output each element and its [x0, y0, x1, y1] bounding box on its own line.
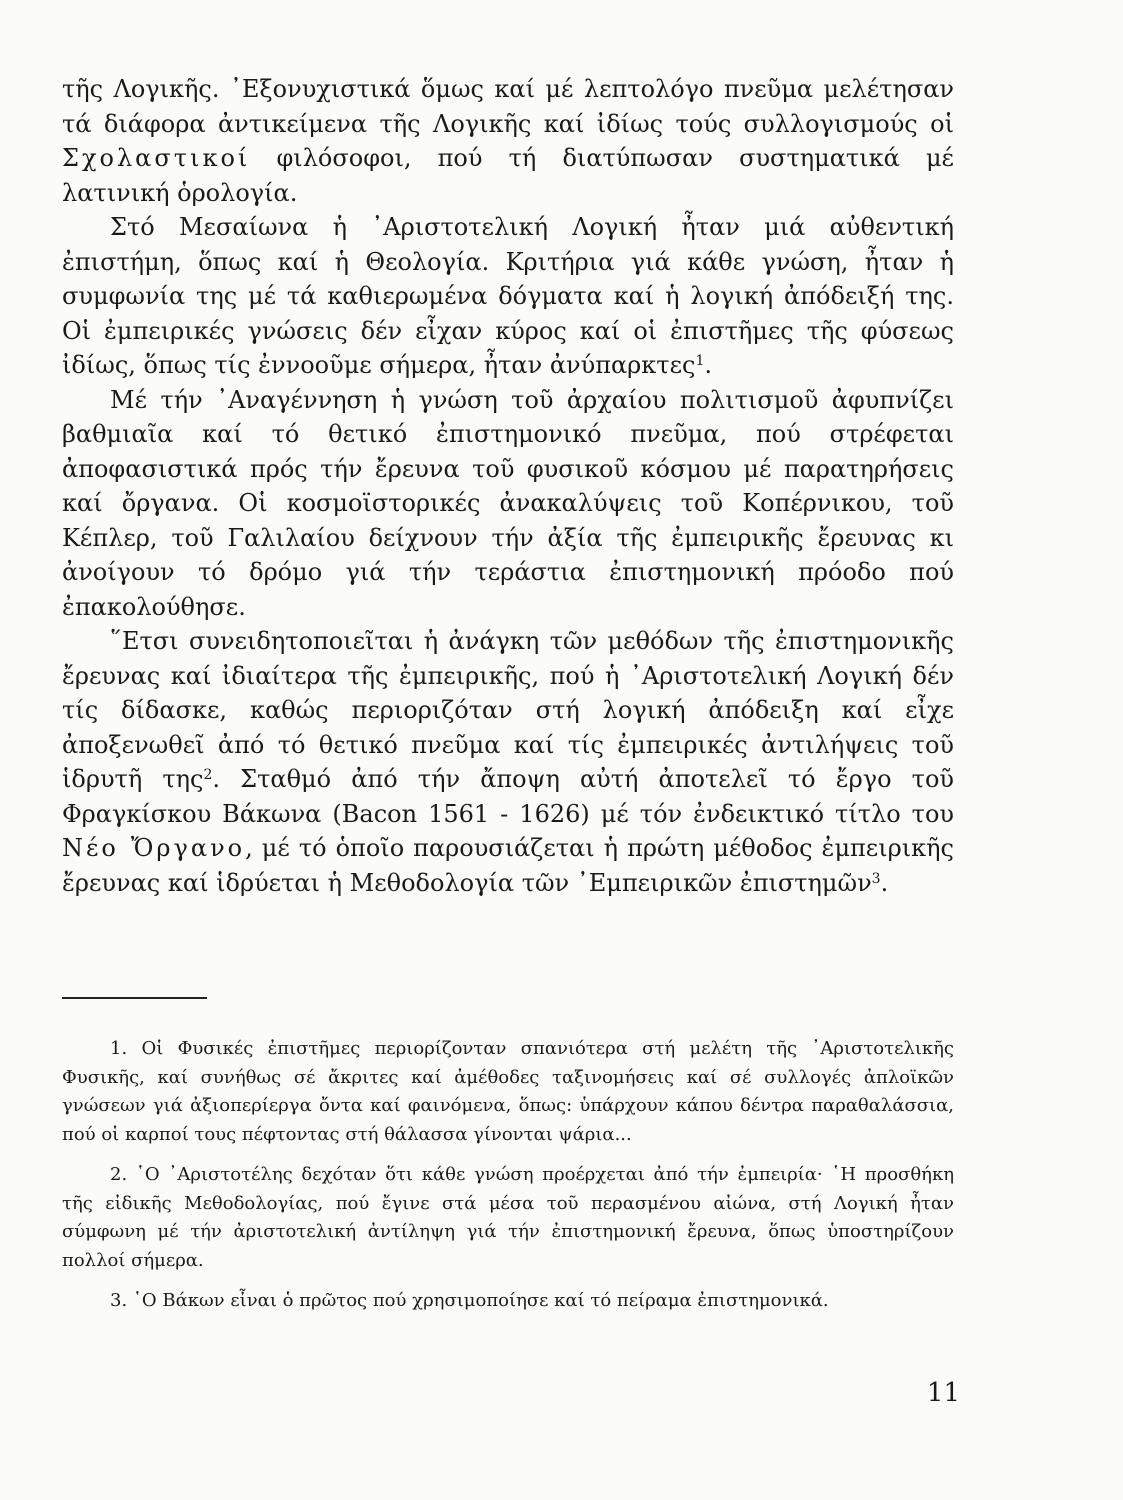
paragraph-2	[62, 210, 954, 383]
paragraph-1	[62, 72, 954, 210]
paragraph-2-end: .	[704, 351, 713, 379]
footnote-ref-2: 2	[203, 767, 213, 783]
paragraph-4-text: ῞Ετσι συνειδητοποιεῖται ἡ ἀνάγκη τῶν μεθόδων τῆς ἐπιστημονικῆς ἔρευνας καί ἰδιαίτερα τῆς ἐμπειρικῆς, πού ἡ ᾿Αριστοτελική Λογική δέν τίς δίδασκε, καθώς περιοριζόταν στή λογική ἀπόδειξη καί εἶχε ἀποξενωθεῖ ἀπό τό θετικό πνεῦμα καί τίς ἐμπειρικές ἀντιλήψεις τοῦ ἱδρυτῆ της	[62, 627, 954, 793]
footnote-2: 2. ῾Ο ᾿Αριστοτέλης δεχόταν ὅτι κάθε γνώση προέρχεται ἀπό τήν ἐμπειρία· ῾Η προσθήκη τῆς εἰδικῆς Μεθοδολογίας, πού ἔγινε στά μέσα τοῦ περασμένου αἰώνα, στή Λογική ἦταν σύμφωνη μέ τήν ἀριστοτελική ἀντίληψη γιά τήν ἐπιστημονική ἔρευνα, ὅπως ὑποστηρίζουν πολλοί σήμερα.	[62, 1164, 954, 1271]
paragraph-1-tail: φιλόσοφοι, πού τή διατύπωσαν συστηματικά μέ λατινική ὁρολογία.	[62, 144, 954, 207]
paragraph-4-tail: , μέ τό ὁποῖο παρουσιάζεται ἡ πρώτη μέθοδος ἐμπειρικῆς ἔρευνας καί ἱδρύεται ἡ Μεθοδολογία τῶν ᾿Εμπειρικῶν ἐπιστημῶν	[62, 834, 954, 897]
footnotes	[62, 1035, 954, 1328]
paragraph-4-end: .	[880, 868, 889, 897]
footnote-ref-3: 3	[871, 870, 881, 887]
emphasis-scholastic: Σχολαστικοί	[62, 144, 251, 172]
page-number: 11	[926, 1378, 960, 1408]
footnote-ref-1: 1	[695, 353, 705, 369]
paragraph-2-text: Στό Μεσαίωνα ἡ ᾿Αριστοτελική Λογική ἦταν μιά αὐθεντική ἐπιστήμη, ὅπως καί ἡ Θεολογία. Κριτήρια γιά κάθε γνώση, ἦταν ἡ συμφωνία της μέ τά καθιερωμένα δόγματα καί ἡ λογική ἀπόδειξή της. Οἱ ἐμπειρικές γνώσεις δέν εἶχαν κύρος καί οἱ ἐπιστῆμες τῆς φύσεως ἰδίως, ὅπως τίς ἐννοοῦμε σήμερα, ἦταν ἀνύπαρκτες	[62, 213, 954, 379]
footnote-1: 1. Οἱ Φυσικές ἐπιστῆμες περιορίζονταν σπανιότερα στή μελέτη τῆς ᾿Αριστοτελικῆς Φυσικῆς, καί συνήθως σέ ἄκριτες καί ἀμέθοδες ταξινομήσεις καί σέ συλλογές ἀπλοϊκῶν γνώσεων γιά ἀξιοπερίεργα ὄντα καί φαινόμενα, ὅπως: ὑπάρχουν κάπου δέντρα παραθαλάσσια, πού οἱ καρποί τους πέφτοντας στή θάλασσα γίνονται ψάρια...	[62, 1038, 954, 1145]
main-text	[62, 72, 954, 900]
paragraph-4	[62, 624, 954, 900]
footnote-divider	[62, 997, 207, 999]
paragraph-4-mid: . Σταθμό ἀπό τήν ἄποψη αὐτή ἀποτελεῖ τό ἔργο τοῦ Φραγκίσκου Βάκωνα (Bacon 1561 - 1626) μέ τόν ἐνδεικτικό τίτλο του	[62, 765, 954, 828]
emphasis-novum-organum: Νέο Ὄργανο	[62, 834, 246, 862]
paragraph-3: Μέ τήν ᾿Αναγέννηση ἡ γνώση τοῦ ἀρχαίου πολιτισμοῦ ἀφυπνίζει βαθμιαῖα καί τό θετικό ἐπιστημονικό πνεῦμα, πού στρέφεται ἀποφασιστικά πρός τήν ἔρευνα τοῦ φυσικοῦ κόσμου μέ παρατηρήσεις καί ὄργανα. Οἱ κοσμοϊστορικές ἀνακαλύψεις τοῦ Κοπέρνικου, τοῦ Κέπλερ, τοῦ Γαλιλαίου δείχνουν τήν ἀξία τῆς ἐμπειρικῆς ἔρευνας κι ἀνοίγουν τό δρόμο γιά τήν τεράστια ἐπιστημονική πρόοδο πού ἐπακολούθησε.	[62, 385, 954, 621]
footnote-3: 3. ῾Ο Βάκων εἶναι ὁ πρῶτος πού χρησιμοποίησε καί τό πείραμα ἐπιστημονικά.	[110, 1290, 829, 1311]
paragraph-1-text: τῆς Λογικῆς. ᾿Εξονυχιστικά ὅμως καί μέ λεπτολόγο πνεῦμα μελέτησαν τά διάφορα ἀντικείμενα τῆς Λογικῆς καί ἰδίως τούς συλλογισμούς οἱ	[62, 75, 954, 138]
